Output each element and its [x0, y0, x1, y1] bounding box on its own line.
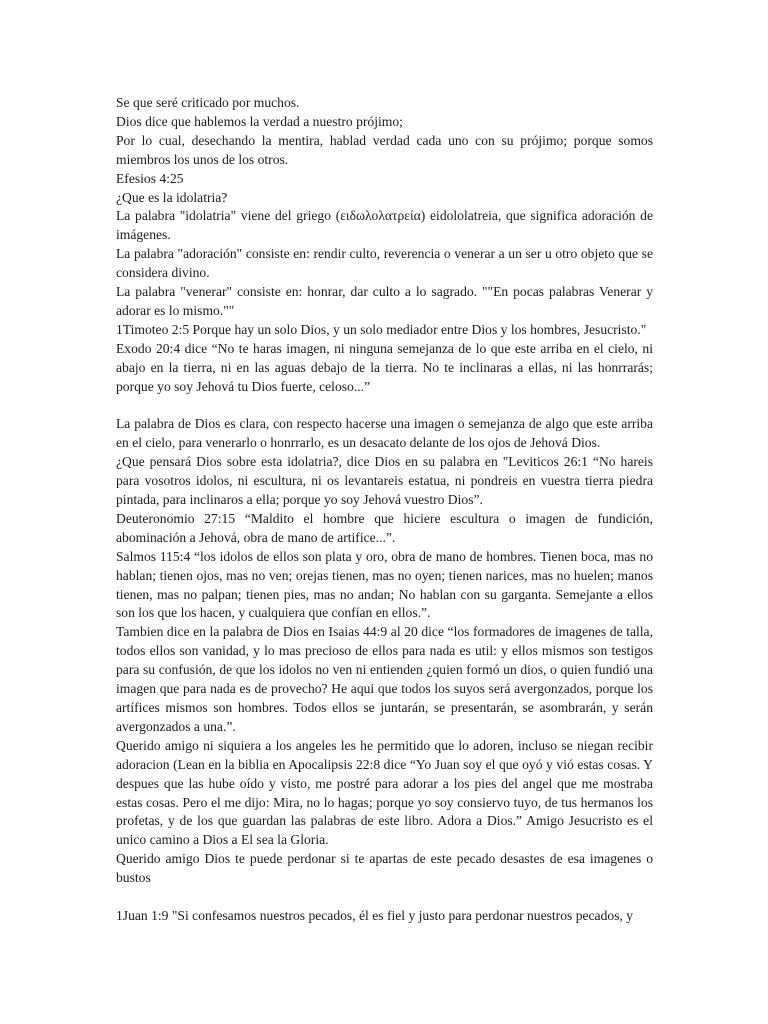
paragraph: Deuteronomio 27:15 “Maldito el hombre que hiciere escultura o imagen de fundición, abominación a Jehová, obra de mano de artifice...”. — [116, 510, 653, 545]
paragraph: Efesios 4:25 — [116, 170, 184, 186]
paragraph: Se que seré criticado por muchos. — [116, 95, 300, 110]
paragraph: La palabra de Dios es clara, con respecto hacerse una imagen o semejanza de algo que este arriba en el cielo, para venerarlo o honrrarlo, es un desacato delante de los ojos de Jehová Dios. — [116, 416, 653, 451]
paragraph: Por lo cual, desechando la mentira, hablad verdad cada uno con su prójimo; porque somos miembros los unos de los otros. — [116, 132, 653, 167]
paragraph: Querido amigo Dios te puede perdonar si te apartas de este pecado desastes de esa imagenes o bustos — [116, 851, 653, 886]
paragraph: Querido amigo ni siquiera a los angeles les he permitido que lo adoren, incluso se niegan recibir adoracion (Lean en la biblia en Apocalipsis 22:8 dice “Yo Juan soy el que oyó y vió estas cosas. Y despues que las hube oído y visto, me postré para adorar a los pies del angel que me mostraba estas cosas. Pero el me dijo: Mira, no lo hagas; porque yo soy consiervo tuyo, de tus hermanos los profetas, y de los que guardan las palabras de este libro. Adora a Dios.” Amigo Jesucristo es el unico camino a Dios a El sea la Gloria. — [116, 737, 653, 848]
paragraph: ¿Que pensará Dios sobre esta idolatria?, dice Dios en su palabra en "Leviticos 26:1 “No hareis para vosotros idolos, ni escultura, ni os levantareis estatua, ni pondreis en vuestra tierra piedra pintada, para inclinaros a ella; porque yo soy Jehová vuestro Dios”. — [116, 454, 653, 508]
blank-line — [116, 888, 653, 907]
paragraph: ¿Que es la idolatria? — [116, 189, 228, 205]
paragraph: Salmos 115:4 “los idolos de ellos son plata y oro, obra de mano de hombres. Tienen boca, mas no hablan; tienen ojos, mas no ven; orejas tienen, mas no oyen; tienen narices, mas no huelen; manos tienen, mas no palpan; tienen pies, mas no andan; No hablan con su garganta. Semejante a ellos son los que los hacen, y cualquiera que confían en ellos.”. — [116, 548, 653, 621]
paragraph: Dios dice que hablemos la verdad a nuestro prójimo; — [116, 113, 403, 129]
paragraph: La palabra "idolatria" viene del griego (ειδωλολατρεία) eidololatreia, que significa adoración de imágenes. — [116, 208, 653, 243]
paragraph: La palabra "venerar" consiste en: honrar, dar culto a lo sagrado. ""En pocas palabras Venerar y adorar es lo mismo."" — [116, 284, 653, 318]
paragraph: Tambien dice en la palabra de Dios en Isaias 44:9 al 20 dice “los formadores de imagenes de talla, todos ellos son vanidad, y lo mas precioso de ellos para nada es util: y ellos mismos son testigos para su confusión, de que los idolos no ven ni entienden ¿quien formó un dios, o quien fundió una imagen que para nada es de provecho? He aqui que todos los suyos será avergonzados, porque los artífices mismos son hombres. Todos ellos se juntarán, se presentarán, se asombrarán, y serán avergonzados a una.”. — [116, 624, 653, 734]
paragraph: 1Timoteo 2:5 Porque hay un solo Dios, y un solo mediador entre Dios y los hombres, Jesucristo." — [116, 321, 647, 337]
paragraph: Exodo 20:4 dice “No te haras imagen, ni ninguna semejanza de lo que este arriba en el cielo, ni abajo en la tierra, ni en las aguas debajo de la tierra. No te inclinaras a ellas, ni las honrrarás; porque yo soy Jehová tu Dios fuerte, celoso...” — [116, 340, 653, 394]
paragraph: La palabra "adoración" consiste en: rendir culto, reverencia o venerar a un ser u otro objeto que se considera divino. — [116, 246, 653, 281]
paragraph: 1Juan 1:9 "Si confesamos nuestros pecados, él es fiel y justo para perdonar nuestros pecados, y — [116, 907, 634, 923]
blank-line — [116, 397, 653, 416]
document-page — [116, 94, 653, 926]
